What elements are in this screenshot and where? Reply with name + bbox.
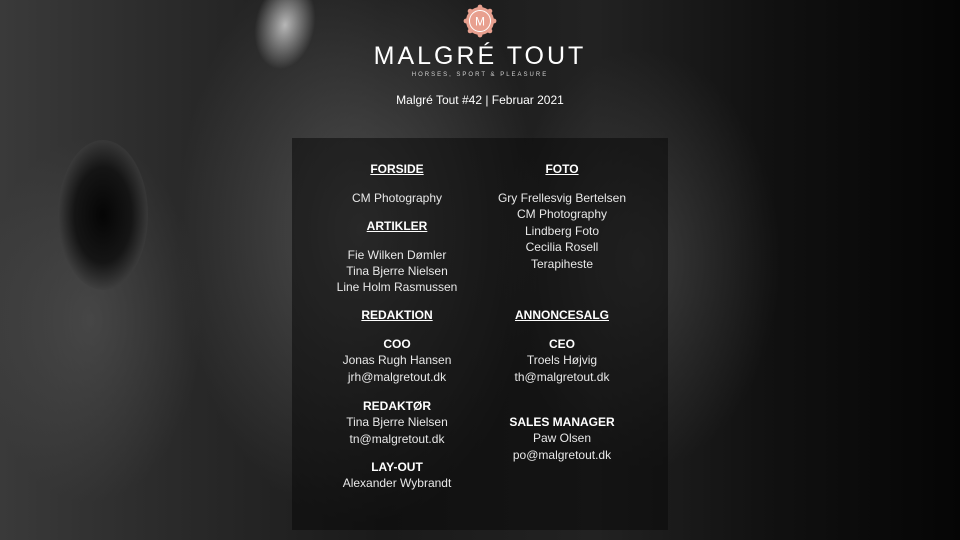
artikler-name: Fie Wilken Dømler: [347, 248, 447, 262]
section-redaktion-title: REDAKTION: [361, 308, 433, 322]
role-title: REDAKTØR: [363, 399, 431, 413]
brand-tagline: HORSES, SPORT & PLEASURE: [411, 72, 549, 78]
role-title: SALES MANAGER: [509, 415, 615, 429]
role-title: CEO: [548, 337, 575, 351]
issue-line: Malgré Tout #42 | Februar 2021: [396, 93, 564, 107]
brand-badge-icon: [463, 4, 497, 38]
brand-badge-letter: M: [475, 14, 485, 29]
foto-name: Gry Frellesvig Bertelsen: [497, 191, 627, 205]
role-email: tn@malgretout.dk: [349, 432, 445, 446]
artikler-name: Tina Bjerre Nielsen: [346, 264, 448, 278]
role-email: th@malgretout.dk: [514, 370, 610, 384]
horse-eye: [58, 140, 148, 290]
brand-wordmark: MALGRÉ TOUT: [373, 42, 587, 70]
section-artikler-title: ARTIKLER: [366, 219, 428, 233]
role-title: LAY-OUT: [371, 460, 423, 474]
role-person: Tina Bjerre Nielsen: [346, 415, 448, 429]
role-person: Troels Højvig: [526, 353, 598, 367]
role-person: Jonas Rugh Hansen: [342, 353, 452, 367]
role-person: Alexander Wybrandt: [342, 476, 452, 490]
foto-name: Cecilia Rosell: [525, 240, 599, 254]
foto-name: Terapiheste: [530, 257, 594, 271]
role-person: Paw Olsen: [532, 431, 592, 445]
section-annoncesalg-title: ANNONCESALG: [514, 308, 609, 322]
foto-name: CM Photography: [516, 207, 608, 221]
forside-name: CM Photography: [351, 191, 443, 205]
role-email: po@malgretout.dk: [512, 448, 612, 462]
section-forside-title: FORSIDE: [370, 162, 424, 176]
foto-name: Lindberg Foto: [524, 224, 600, 238]
role-title: COO: [383, 337, 411, 351]
section-foto-title: FOTO: [545, 162, 579, 176]
role-email: jrh@malgretout.dk: [347, 370, 447, 384]
artikler-name: Line Holm Rasmussen: [336, 280, 458, 294]
credits-panel: [292, 138, 668, 530]
